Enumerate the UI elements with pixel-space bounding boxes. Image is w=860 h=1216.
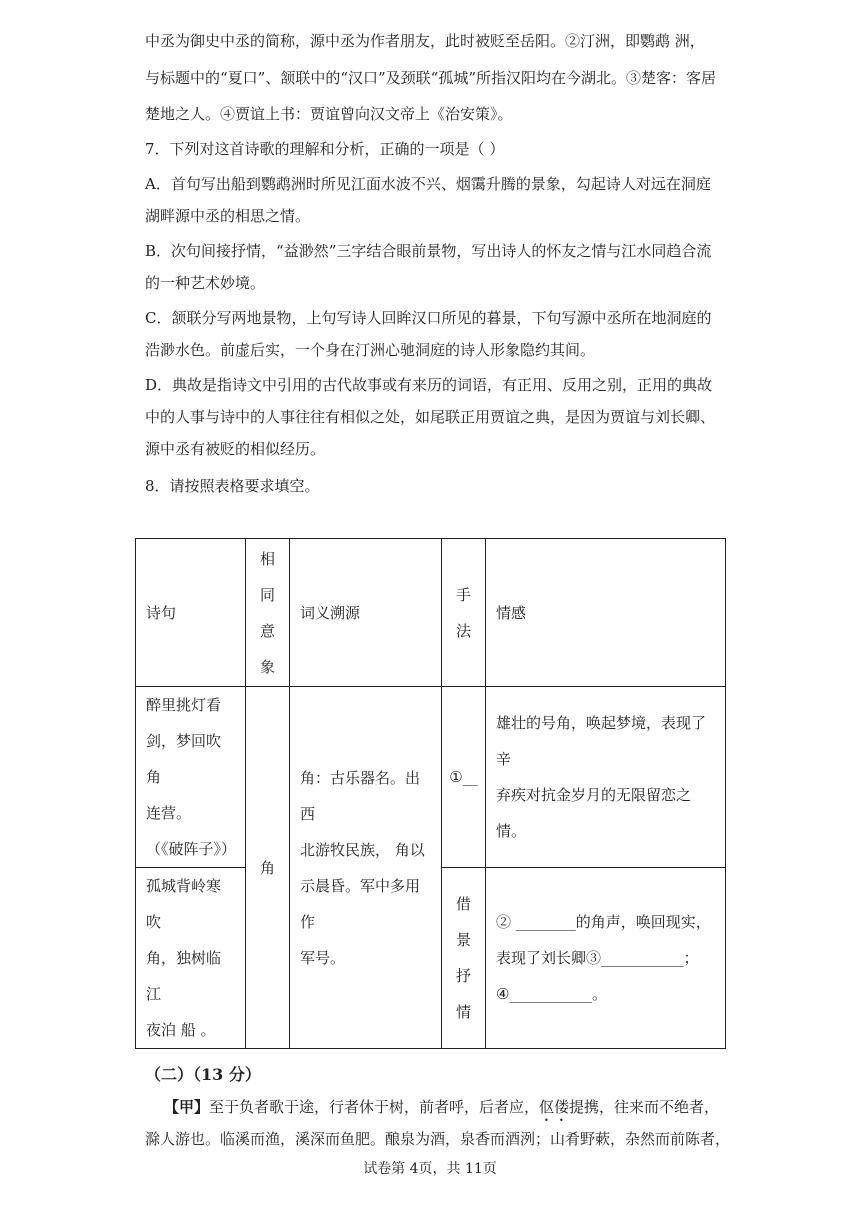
q7-option-b-cont: 的一种艺术妙境。	[145, 274, 266, 292]
q8-stem: 8．请按照表格要求填空。	[145, 477, 320, 495]
q7-option-d: D．典故是指诗文中引用的古代故事或有来历的词语，有正用、反用之别，正用的典故	[145, 376, 713, 394]
note-line-2: 与标题中的“夏口”、颔联中的“汉口”及颈联“孤城”所指汉阳均在今湖北。③楚客：客居	[145, 69, 717, 87]
row2-poem: 孤城背岭寒吹 角，独树临江 夜泊 船 。	[136, 868, 246, 1049]
shared-origin: 角：古乐器名。出西 北游牧民族， 角以 示晨昏。军中多用作 军号。	[290, 687, 442, 1049]
page-footer: 试卷第 4页，共 11页	[363, 1161, 497, 1177]
q7-option-d-cont2: 源中丞有被贬的相似经历。	[145, 440, 326, 458]
row2-technique: 借 景 抒 情	[442, 868, 486, 1049]
note-line-3: 楚地之人。④贾谊上书：贾谊曾向汉文帝上《治安策》。	[145, 105, 513, 123]
header-origin: 词义溯源	[290, 539, 442, 687]
passage-jia-line-2: 滁人游也。临溪而渔，溪深而鱼肥。酿泉为酒，泉香而酒洌；山肴野蔌，杂然而前陈者，	[145, 1130, 731, 1148]
row2-emotion-blanks[interactable]: ② ________的角声，唤回现实， 表现了刘长卿③___________； ④___________。	[486, 868, 726, 1049]
section-title: （二）（13 分）	[145, 1065, 261, 1084]
header-imagery: 相 同 意 象	[246, 539, 290, 687]
header-technique: 手 法	[442, 539, 486, 687]
q7-option-d-cont: 中的人事与诗中的人事往往有相似之处，如尾联正用贾谊之典，是因为贾谊与刘长卿、	[145, 408, 716, 426]
header-poem: 诗句	[136, 539, 246, 687]
row1-poem: 醉里挑灯看 剑，梦回吹角 连营。 （《破阵子》）	[136, 687, 246, 868]
q8-table	[135, 538, 726, 1049]
table-row	[136, 687, 726, 868]
q7-option-a: A．首句写出船到鹦鹉洲时所见江面水波不兴、烟霭升腾的景象，勾起诗人对远在洞庭	[145, 175, 711, 193]
passage-tag: 【甲】	[164, 1098, 210, 1116]
row1-technique-blank[interactable]: ①__	[442, 687, 486, 868]
q7-option-c-cont: 浩渺水色。前虚后实，一个身在汀洲心驰洞庭的诗人形象隐约其间。	[145, 341, 596, 359]
header-emotion: 情感	[486, 539, 726, 687]
q7-stem: 7．下列对这首诗歌的理解和分析，正确的一项是（ ）	[145, 140, 505, 158]
q7-option-b: B．次句间接抒情，“益渺然”三字结合眼前景物，写出诗人的怀友之情与江水同趋合流	[145, 242, 712, 260]
q7-option-c: C．颔联分写两地景物，上句写诗人回眸汉口所见的暮景，下句写源中丞所在地洞庭的	[145, 309, 712, 327]
row1-emotion: 雄壮的号角，唤起梦境，表现了辛 弃疾对抗金岁月的无限留恋之情。	[486, 687, 726, 868]
passage-jia-line-1: 【甲】至于负者歌于途，行者休于树，前者呼，后者应，伛偻提携，往来而不绝者，	[164, 1098, 720, 1116]
note-line-1: 中丞为御史中丞的简称，源中丞为作者朋友，此时被贬至岳阳。②汀洲，即鹦鹉 洲，	[145, 32, 705, 50]
q7-option-a-cont: 湖畔源中丞的相思之情。	[145, 207, 311, 225]
table-header-row	[136, 539, 726, 687]
dotted-word: 伛偻	[539, 1098, 570, 1116]
shared-imagery: 角	[246, 687, 290, 1049]
